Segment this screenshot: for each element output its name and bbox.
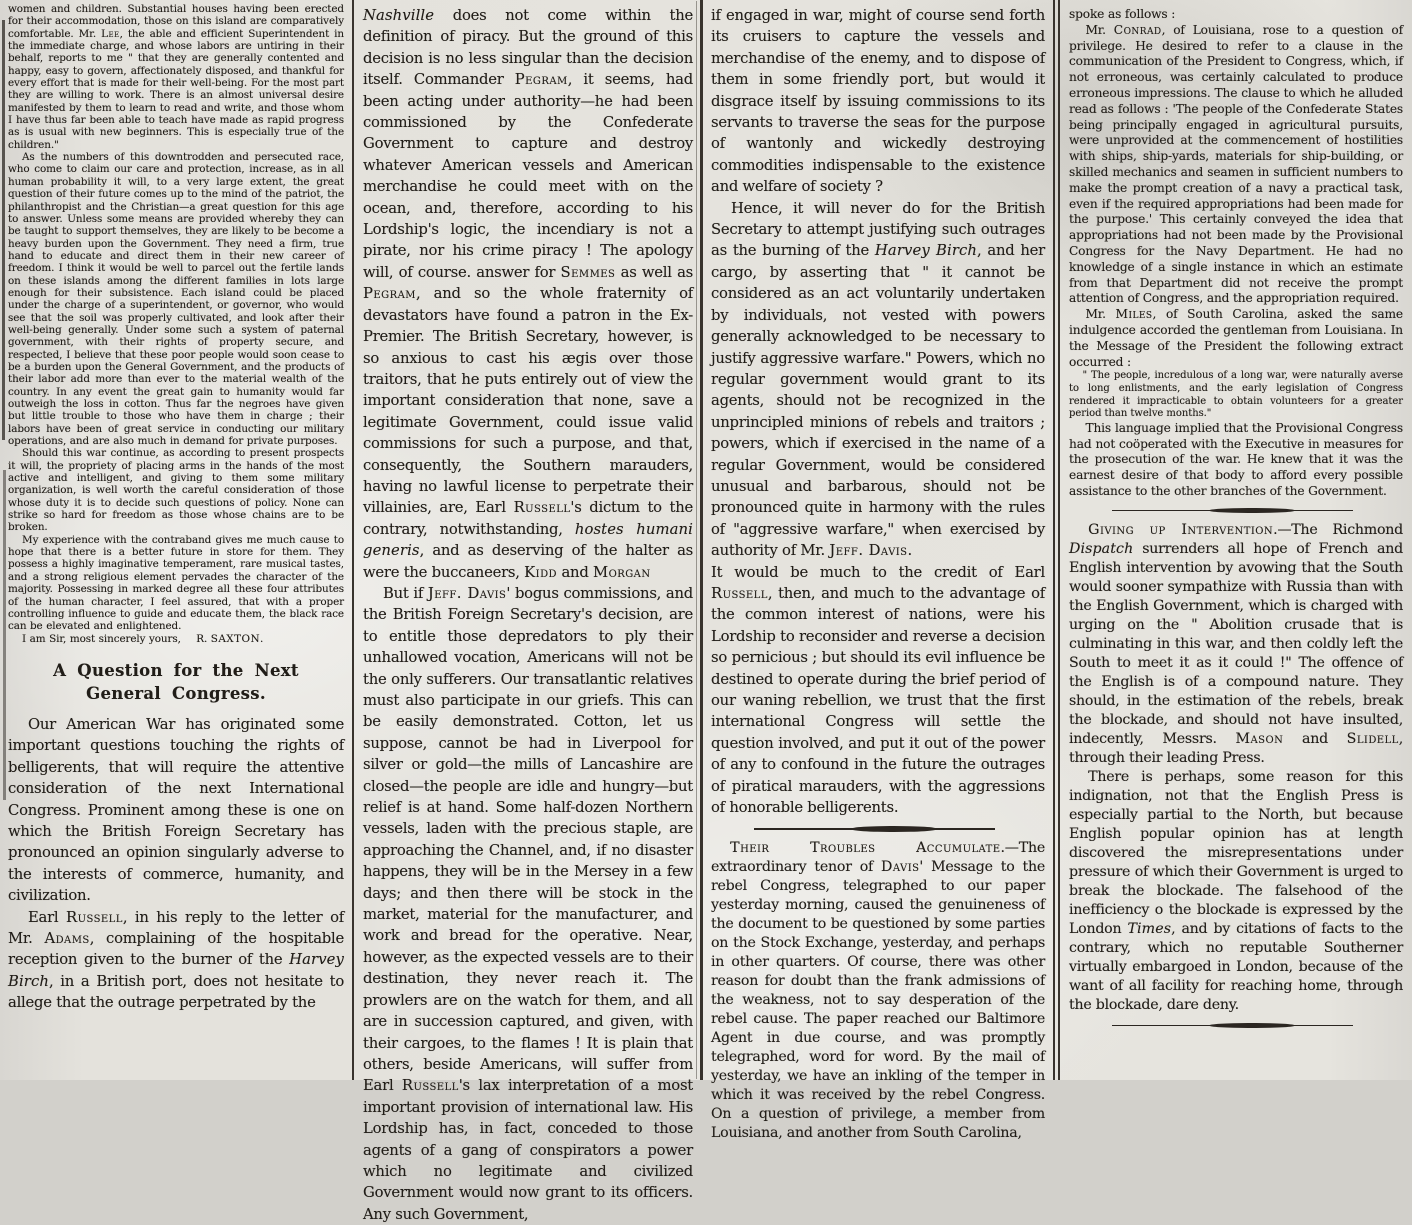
- article-paragraph: Our American War has originated some important questions touching the rights of belligerents, that will require the attentive consideration of the next International Congress. Prominent among these is one on which the British Foreign Secretary has pronounced an opinion singularly adverse to the interests of commerce, humanity, and civilization.: [8, 715, 344, 905]
- article-paragraph: Their Troubles Accumulate.—The extraordinary tenor of Davis' Message to the rebel Congress, telegraphed to our paper yesterday morning, caused the genuineness of the document to be questioned by some parties on the Stock Exchange, yesterday, and perhaps in other quarters. Of course, there was other reason for doubt than the frank admissions of the weakness, not to say desperation of the rebel cause. The paper reached our Baltimore Agent in due course, and was promptly telegraphed, word for word. By the mail of yesterday, we have an inkling of the temper in which it was received by the rebel Congress. On a question of privilege, a member from Louisiana, and another from South Carolina,: [711, 840, 1045, 1142]
- article-paragraph: Should this war continue, as according to present prospects it will, the propriety of placing arms in the hands of the most active and intelligent, and giving to them some military organization, is well worth the careful consideration of those whose duty it is to decide such questions of policy. None can strike so hard for freedom as those whose chains are to be broken.: [8, 447, 344, 534]
- column-2: [363, 5, 694, 1223]
- column-rule-3a: [1053, 0, 1055, 1080]
- article-paragraph: My experience with the contraband gives me much cause to hope that there is a better future in store for them. They possess a highly imaginative temperament, rare musical tastes, and a strong religious element pervades the character of the majority. Possessing in marked degree all these four attributes of the human character, I feel assured, that with a proper controlling influence to guide and educate them, the black race can be elevated and enlightened.: [8, 533, 344, 633]
- article-paragraph: if engaged in war, might of course send forth its cruisers to capture the vessels and merchandise of the enemy, and to dispose of them in some friendly port, but would it disgrace itself by issuing commissions to its servants to traverse the seas for the purpose of wantonly and wickedly destroying commodities indispensable to the existence and welfare of society ?: [711, 7, 1045, 196]
- article-paragraph: women and children. Substantial houses having been erected for their accommodation, those on this island are comparatively comfortable. Mr. Lee, the able and efficient Superintendent in the immediate charge, and whose labors are untiring in their behalf, reports to me " that they are generally contented and happy, easy to govern, affectionately disposed, and thankful for every effort that is made for their well-being. For the most part they are willing to work. There is an almost universal desire manifested by them to learn to read and write, and those whom I have thus far been able to teach have made as rapid progress as is usual with new beginners. This is especially true of the children.": [8, 3, 344, 151]
- column-3: [711, 5, 1046, 1142]
- separator-rule: [1069, 1017, 1403, 1034]
- article-paragraph: Earl Russell, in his reply to the letter of Mr. Adams, complaining of the hospitable reception given to the burner of the Harvey Birch, in a British port, does not hesitate to allege that the outrage perpetrated by the: [8, 908, 344, 1012]
- letter-signature: I am Sir, most sincerely yours, R. SAXTON.: [22, 632, 264, 645]
- article-paragraph: Giving up Intervention.—The Richmond Dispatch surrenders all hope of French and English intervention by avowing that the South would sooner sympathize with Russia than with the English Government, which is charged with urging on the " Abolition crusade that is culminating in this war, and then coldly left the South to meet it as it could !" The offence of the English is of a compound nature. They should, in the estimation of the rebels, break the blockade, and should not have insulted, indecently, Messrs. Mason and Slidell, through their leading Press.: [1069, 521, 1403, 766]
- article-paragraph: As the numbers of this downtrodden and persecuted race, who come to claim our care and protection, increase, as in all human probability it will, to a very large extent, the great question of their future comes up to the mind of the patriot, the philanthropist and the Christian—a great question for this age to answer. Unless some means are provided whereby they can be taught to support themselves, they are likely to be become a heavy burden upon the Government. They need a firm, true hand to educate and direct them in their new career of freedom. I think it would be well to parcel out the fertile lands on these islands among the different families in lots large enough for their subsistence. Each island could be placed under the charge of a superintendent, or governor, who would see that the soil was properly cultivated, and look after their well-being generally. Under some such a system of paternal government, with their rights of property secure, and respected, I believe that these poor people would soon cease to be a burden upon the General Government, and the products of their labor add more than ever to the material wealth of the country. In any event the great gain to humanity would far outweigh the loss in cotton. Thus far the negroes have given but little trouble to those who have them in charge ; their labors have been of great service in conducting our military operations, and are also much in demand for private purposes.: [8, 151, 344, 448]
- article-paragraph: Nashville does not come within the definition of piracy. But the ground of this decision is no less singular than the decision itself. Commander Pegram, it seems, had been acting under authority—he had been commissioned by the Confederate Government to capture and destroy whatever American vessels and American merchandise he could meet with on the ocean, and, therefore, according to his Lordship's logic, the incendiary is not a pirate, nor his crime piracy ! The apology will, of course. answer for Semmes as well as Pegram, and so the whole fraternity of devastators have found a patron in the Ex-Premier. The British Secretary, however, is so anxious to cast his ægis over those traitors, that he puts entirely out of view the important consideration that none, save a legitimate Government, could issue valid commissions for such a purpose, and that, consequently, the Southern marauders, having no lawful license to perpetrate their villainies, are, Earl Russell's dictum to the contrary, notwithstanding, hostes humani generis, and as deserving of the halter as were the buccaneers, Kidd and Morgan: [363, 7, 694, 581]
- scan-edge-mark: [2, 20, 5, 440]
- column-rule-3b: [1058, 0, 1060, 1080]
- column-1: [8, 3, 344, 1080]
- column-4: [1069, 7, 1403, 1080]
- column-rule-2: [700, 0, 703, 1080]
- article-paragraph: " The people, incredulous of a long war, were naturally averse to long enlistments, and the early legislation of Congress rendered it impracticable to obtain volunteers for a greater period than twelve months.": [1069, 370, 1403, 420]
- article-paragraph: It would be much to the credit of Earl Russell, then, and much to the advantage of the common interest of nations, were his Lordship to reconsider and reverse a decision so pernicious ; but should its evil influence be destined to operate during the brief period of our waning rebellion, we trust that the first international Congress will settle the question involved, and put it out of the power of any to confound in the future the outrages of piratical marauders, with the aggressions of honorable belligerents.: [711, 563, 1045, 817]
- article-paragraph: Mr. Conrad, of Louisiana, rose to a question of privilege. He desired to refer to a clause in the communication of the President to Congress, which, if not erroneous, was certainly calculated to produce erroneous impressions. The clause to which he alluded read as follows : 'The people of the Confederate States being principally engaged in agricultural pursuits, were unprovided at the commencement of hostilities with ships, ship-yards, materials for ship-building, or skilled mechanics and seamen in sufficient numbers to make the prompt creation of a navy a practical task, even if the required appropriations had been made for the purpose.' This certainly conveyed the idea that appropriations had not been made by the Provisional Congress for the Navy Department. He had no knowledge of a single instance in which an estimate from that Department did not receive the prompt attention of Congress, and the appropriation required.: [1069, 22, 1403, 306]
- article-paragraph: There is perhaps, some reason for this indignation, not that the English Press is especially partial to the North, but because English popular opinion has at length discovered the misrepresentations under pressure of which their Government is urged to break the blockade. The falsehood of the inefficiency o the blockade is expressed by the London Times, and by citations of facts to the contrary, which no reputable Southerner virtually embargoed in London, because of the want of all facility for reaching home, through the blockade, dare deny.: [1069, 768, 1403, 1013]
- separator-rule: [711, 820, 1045, 837]
- article-heading: A Question for the Next General Congress.: [53, 660, 299, 703]
- article-paragraph: Mr. Miles, of South Carolina, asked the same indulgence accorded the gentleman from Louisiana. In the Message of the President the following extract occurred :: [1069, 307, 1403, 369]
- separator-rule: [1069, 502, 1403, 519]
- article-paragraph: Hence, it will never do for the British Secretary to attempt justifying such outrages as the burning of the Harvey Birch, and her cargo, by asserting that " it cannot be considered as an act voluntarily undertaken by individuals, not vested with powers generally acknowledged to be necessary to justify aggressive warfare." Powers, which no regular government would grant to its agents, should not be recognized in the unprincipled minions of rebels and traitors ; powers, which if exercised in the name of a regular Government, would be considered unusual and barbarous, should not be pronounced quite in harmony with the rules of "aggressive warfare," when exercised by authority of Mr. Jeff. Davis.: [711, 199, 1046, 560]
- article-paragraph: spoke as follows :: [1069, 7, 1176, 21]
- article-paragraph: But if Jeff. Davis' bogus commissions, and the British Foreign Secretary's decision, are to entitle those depredators to ply their unhallowed vocation, Americans will not be the only sufferers. Our transatlantic relatives must also participate in our griefs. This can be easily demonstrated. Cotton, let us suppose, cannot be had in Liverpool for silver or gold—the mills of Lancashire are closed—the people are idle and hungry—but relief is at hand. Some half-dozen Northern vessels, laden with the precious staple, are approaching the Channel, and, if no disaster happens, they will be in the Mersey in a few days; and then there will be stock in the market, material for the manufacturer, and work and bread for the operative. Near, however, as the expected vessels are to their destination, they never reach it. The prowlers are on the watch for them, and all are in succession captured, and given, with their cargoes, to the flames ! It is plain that others, beside Americans, will suffer from Earl Russell's lax interpretation of a most important provision of international law. His Lordship has, in fact, conceded to those agents of a gang of conspirators a power which no legitimate and civilized Government would now grant to its officers. Any such Government,: [363, 584, 694, 1223]
- scan-edge-mark: [3, 470, 6, 800]
- article-paragraph: This language implied that the Provisional Congress had not coöperated with the Executive in measures for the prosecution of the war. He knew that it was the earnest desire of that body to afford every possible assistance to the other branches of the Government.: [1069, 420, 1403, 498]
- column-rule-1: [352, 0, 354, 1080]
